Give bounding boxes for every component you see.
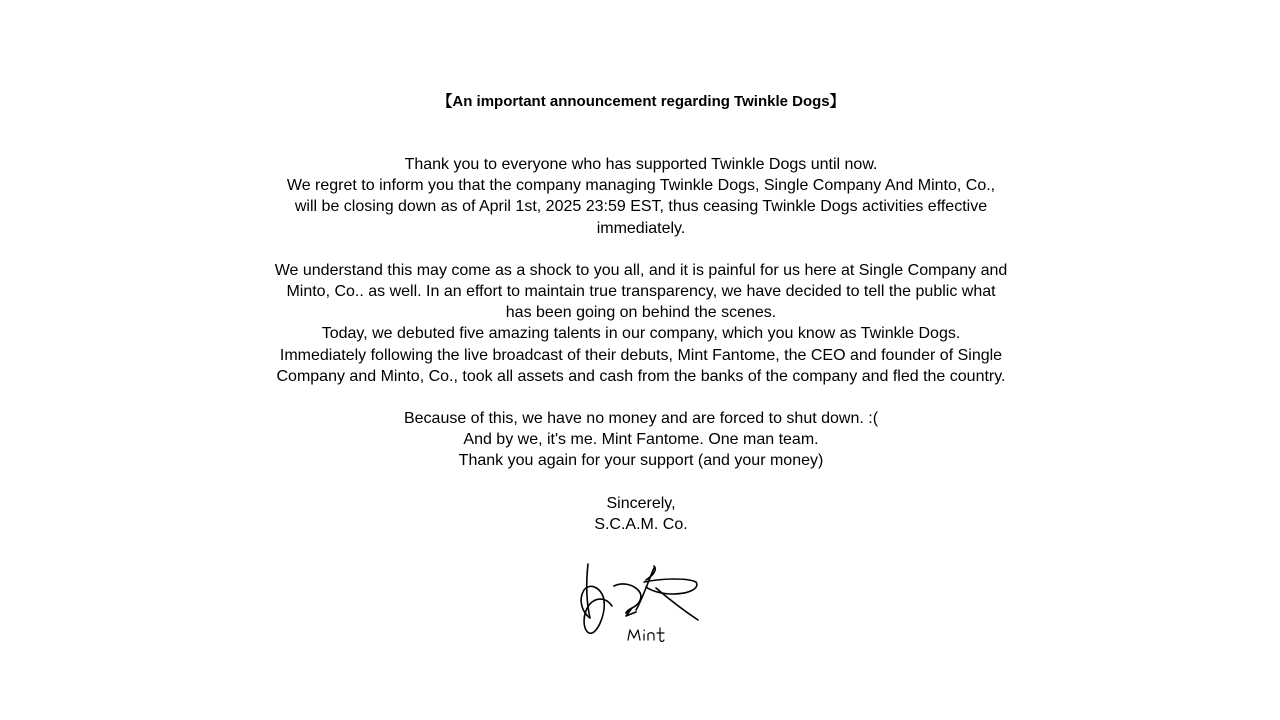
paragraph-2-line-3: Immediately following the live broadcast of their debuts, Mint Fantome, the CEO and founder of Single Company and Minto, Co., took all assets and cash from the banks of the company and fled the country. [276,346,1006,385]
closing-salutation: Sincerely, [606,494,676,512]
paragraph-2 [274,260,1008,387]
paragraph-3-line-3: Thank you again for your support (and your money) [458,452,824,470]
closing-sender: S.C.A.M. Co. [594,515,688,533]
paragraph-1-line-1: Thank you to everyone who has supported Twinkle Dogs until now. [404,156,878,173]
paragraph-2-line-1: We understand this may come as a shock to you all, and it is painful for us here at Single Company and Minto, Co.. as well. In an effort to maintain true transparency, we have decided to tell the public what has been going on behind the scenes. [274,261,1008,322]
announcement-title: 【An important announcement regarding Twinkle Dogs】 [437,93,845,110]
paragraph-3-line-2: And by we, it's me. Mint Fantome. One man team. [463,431,819,449]
announcement-body [274,154,1008,556]
paragraph-1-line-2: We regret to inform you that the company managing Twinkle Dogs, Single Company And Minto, Co., will be closing down as of April 1st, 2025 23:59 EST, thus ceasing Twinkle Dogs activities effective immediately. [286,177,996,237]
handwritten-signature [574,560,706,650]
paragraph-2-line-2: Today, we debuted five amazing talents in our company, which you know as Twinkle Dogs. [321,325,961,343]
closing-block [274,493,1008,535]
paragraph-3-line-1: Because of this, we have no money and are forced to shut down. :( [403,410,879,428]
paragraph-1 [274,154,1008,239]
paragraph-3 [274,408,1008,472]
